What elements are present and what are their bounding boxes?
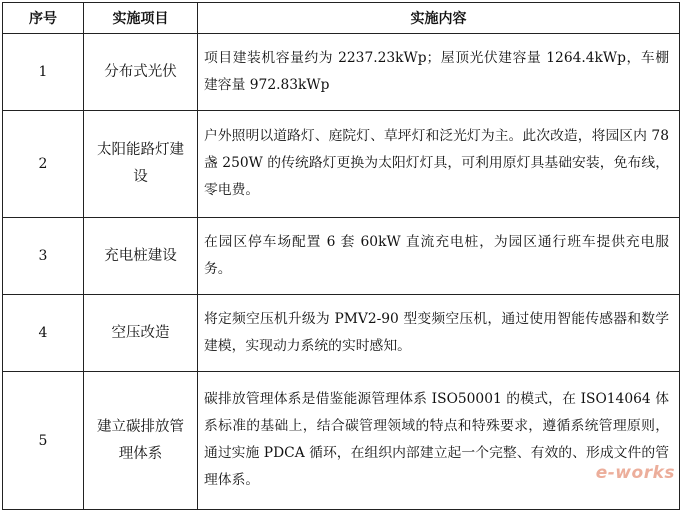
table-row [3, 218, 680, 295]
row-number: 1 [3, 34, 84, 111]
table-row [3, 295, 680, 372]
implementation-table [2, 2, 680, 510]
table-row [3, 111, 680, 218]
row-project: 建立碳排放管理体系 [84, 372, 198, 510]
row-number: 5 [3, 372, 84, 510]
table-header-row [3, 3, 680, 34]
row-project: 分布式光伏 [84, 34, 198, 111]
row-project: 空压改造 [84, 295, 198, 372]
row-content: 将定频空压机升级为 PMV2-90 型变频空压机，通过使用智能传感器和数学建模，实现动力系统的实时感知。 [198, 295, 680, 372]
header-content: 实施内容 [198, 3, 680, 34]
row-project: 充电桩建设 [84, 218, 198, 295]
row-number: 2 [3, 111, 84, 218]
table-row [3, 34, 680, 111]
row-content: 碳排放管理体系是借鉴能源管理体系 ISO50001 的模式，在 ISO14064 体系标准的基础上，结合碳管理领域的特点和特殊要求，遵循系统管理原则，通过实施 PDCA 循环，在组织内部建立起一个完整、有效的、形成文件的管理体系。 [198, 372, 680, 510]
header-project: 实施项目 [84, 3, 198, 34]
row-content: 户外照明以道路灯、庭院灯、草坪灯和泛光灯为主。此次改造，将园区内 78 盏 250W 的传统路灯更换为太阳灯灯具，可利用原灯具基础安装，免布线，零电费。 [198, 111, 680, 218]
e-works-watermark-logo: e-works [595, 463, 675, 483]
row-content: 在园区停车场配置 6 套 60kW 直流充电桩，为园区通行班车提供充电服务。 [198, 218, 680, 295]
row-content: 项目建装机容量约为 2237.23kWp；屋顶光伏建容量 1264.4kWp，车棚建容量 972.83kWp [198, 34, 680, 111]
row-number: 3 [3, 218, 84, 295]
row-number: 4 [3, 295, 84, 372]
row-project: 太阳能路灯建设 [84, 111, 198, 218]
table-row [3, 372, 680, 510]
header-serial: 序号 [3, 3, 84, 34]
